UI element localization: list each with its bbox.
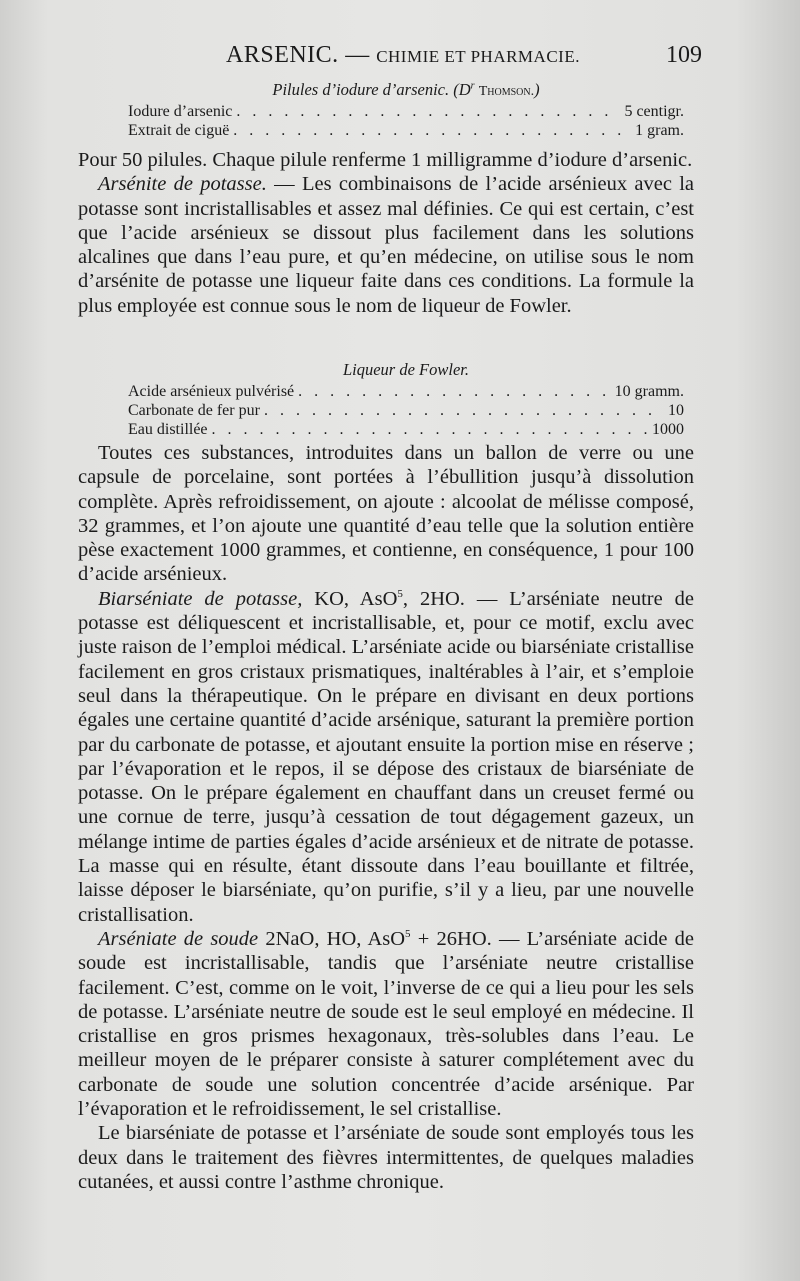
formula-row (128, 102, 684, 121)
ingredient-quantity: 10 (668, 402, 684, 419)
formula-caption: Liqueur de Fowler. (342, 360, 470, 379)
page-number: 109 (666, 42, 702, 68)
paragraph-biarseniate (78, 587, 694, 927)
formula-pilules (128, 80, 684, 140)
leader-dots (236, 102, 620, 121)
formula-row (128, 121, 684, 140)
section-title-biarseniate: Biarséniate de potasse, (98, 587, 303, 610)
leader-dots (233, 121, 631, 140)
formula-row (128, 420, 684, 439)
ingredient-quantity: 1 gram. (635, 122, 684, 139)
paragraph-biarseniate-body: — L’arséniate neutre de potasse est déliquescent et incristallisable, et, pour ce motif, exclu avec juste raison de l’emploi médical. L’arséniate acide ou biarséniate cristallise facilement en gros cristaux prismatiques, inaltérables à l’air, et s’emploie seul dans la thérapeutique. On le prépare en divisant en deux portions égales une certaine quantité d’acide arsénique, saturant la première portion par du carbonate de potasse, et ajoutant ensuite la portion mise en réserve ; par l’évaporation et le repos, il se dépose des cristaux de biarséniate de potasse. On le prépare également en chauffant dans un creuset fermé ou une cornue de terre, jusqu’à cessation de tout dégagement gazeux, un mélange intime de parties égales d’acide arsénieux et de nitrate de potasse. La masse qui en résulte, étant dissoute dans l’eau bouillante et filtrée, laisse déposer le biarséniate, qu’on purifie, s’il y a lieu, par une nouvelle cristallisation. (78, 587, 694, 926)
paragraph-pilules: Pour 50 pilules. Chaque pilule renferme 1 milligramme d’iodure d’arsenic. (78, 149, 693, 171)
section-title-arsenite: Arsénite de potasse. (98, 173, 267, 196)
leader-dots (212, 420, 648, 439)
ingredient-name: Iodure d’arsenic (128, 103, 233, 120)
ingredient-quantity: 10 gramm. (614, 383, 684, 400)
paragraph-arseniate-soude-body: — L’arséniate acide de soude est incristallisable, tandis que l’arséniate neutre cristallise facilement. C’est, comme on le voit, l’inverse de ce qui a lieu pour les sels de potasse. L’arséniate neutre de soude est le seul employé en médecine. Il cristallise en gros prismes hexagonaux, très-solubles dans l’eau. Le meilleur moyen de le préparer consiste à saturer complétement avec du carbonate de soude une solution concentrée d’acide arsénique. Par l’évaporation et le refroidissement, le sel cristallise. (78, 927, 694, 1121)
header-dash: — (345, 42, 370, 68)
paragraph-preparation: Toutes ces substances, introduites dans un ballon de verre ou une capsule de porcelaine, sont portées à l’ébullition jusqu’à dissolution complète. Après refroidissement, on ajoute : alcoolat de mélisse composé, 32 grammes, et l’on ajoute une quantité d’eau telle que la solution entière pèse exactement 1000 grammes, et contienne, en conséquence, 1 pour 100 d’acide arsénieux. (78, 442, 694, 586)
ingredient-name: Acide arsénieux pulvérisé (128, 383, 295, 400)
running-header (78, 38, 702, 72)
paragraph-arsenite-body: — Les combinaisons de l’acide arsénieux avec la potasse sont incristallisables et assez mal définies. Ce qui est certain, c’est que l’acide arsénieux se dissout plus facilement dans les solutions alcalines que dans l’eau pure, et qu’en médecine, on utilise sous le nom d’arsénite de potasse une liqueur faite dans ces conditions. La formule la plus employée est connue sous le nom de liqueur de Fowler. (78, 173, 695, 317)
paragraph-arseniate-soude (78, 927, 694, 1121)
formula-fowler (128, 360, 684, 439)
header-title-main: ARSENIC. (226, 42, 339, 68)
text-block-1 (78, 148, 694, 318)
formula-row (128, 382, 684, 401)
paragraph-usage: Le biarséniate de potasse et l’arséniate de soude sont employés tous les deux dans le traitement des fièvres intermittentes, de quelques maladies cutanées, et aussi contre l’asthme chronique. (78, 1122, 694, 1193)
leader-dots (298, 382, 611, 401)
chemical-formula: KO, AsO$^5$, 2HO. (302, 587, 465, 610)
ingredient-name: Carbonate de fer pur (128, 402, 260, 419)
ingredient-quantity: 1000 (652, 421, 684, 438)
ingredient-name: Eau distillée (128, 421, 208, 438)
header-title (226, 42, 580, 69)
header-subtitle: CHIMIE ET PHARMACIE. (376, 47, 580, 66)
text-block-2 (78, 441, 694, 1194)
ingredient-name: Extrait de ciguë (128, 122, 230, 139)
ingredient-quantity: 5 centigr. (624, 103, 684, 120)
chemical-formula: 2NaO, HO, AsO$^5$ + 26HO. (258, 927, 492, 950)
formula-row (128, 401, 684, 420)
formula-caption-title: Pilules d’iodure d’arsenic. (272, 80, 450, 99)
section-title-arseniate-soude: Arséniate de soude (98, 927, 259, 950)
leader-dots (264, 401, 664, 420)
paragraph-arsenite (78, 172, 694, 318)
formula-caption (128, 80, 684, 100)
formula-author: ($D^r$ Thomson.) (453, 80, 540, 99)
